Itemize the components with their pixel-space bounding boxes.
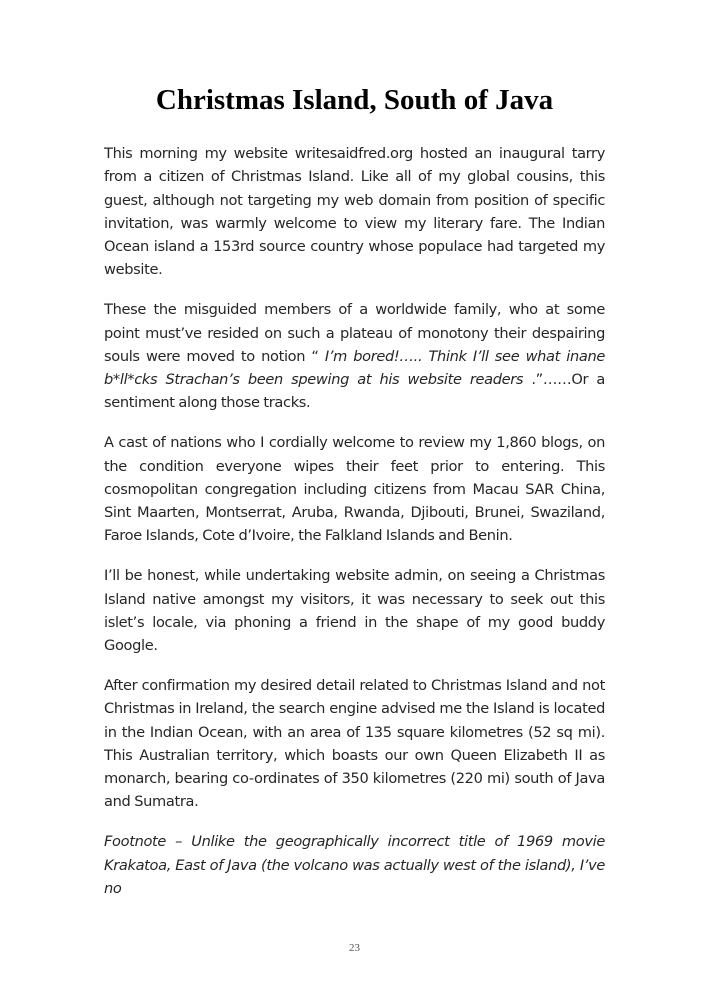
paragraph-2-quote: I’m bored!….. Think I’ll see what inane b*ll*cks Strachan’s been spewing at his website readers: [104, 347, 605, 389]
paragraph-1: This morning my website writesaidfred.org hosted an inaugural tarry from a citizen of Christmas Island. Like all of my global cousins, this guest, although not targeting my web domain from position of specific invitation, was warmly welcome to view my literary fare. The Indian Ocean island a 153rd source country whose populace had targeted my website.: [104, 145, 605, 279]
body-text: [104, 142, 605, 900]
paragraph-2-lead: These the misguided members of a worldwide family, who at some point must’ve resided on such a plateau of monotony their despairing souls were moved to notion “: [104, 301, 605, 365]
page-number: 23: [349, 942, 360, 954]
footnote: Footnote – Unlike the geographically incorrect title of 1969 movie Krakatoa, East of Java (the volcano was actually west of the island), I’ve no: [104, 833, 605, 897]
paragraph-5: After confirmation my desired detail related to Christmas Island and not Christmas in Ireland, the search engine advised me the Island is located in the Indian Ocean, with an area of 135 square kilometres (52 sq mi). This Australian territory, which boasts our own Queen Elizabeth II as monarch, bearing co-ordinates of 350 kilometres (220 mi) south of Java and Sumatra.: [104, 676, 605, 811]
paragraph-3: A cast of nations who I cordially welcome to review my 1,860 blogs, on the condition everyone wipes their feet prior to entering. This cosmopolitan congregation including citizens from Macau SAR China, Sint Maarten, Montserrat, Aruba, Rwanda, Djibouti, Brunei, Swaziland, Faroe Islands, Cote d’Ivoire, the Falkland Islands and Benin.: [104, 434, 605, 545]
page-title: Christmas Island, South of Java: [155, 84, 554, 116]
paragraph-2: [104, 298, 605, 414]
paragraph-4: I’ll be honest, while undertaking website admin, on seeing a Christmas Island native amongst my visitors, it was necessary to seek out this islet’s locale, via phoning a friend in the shape of my good buddy Google.: [104, 567, 605, 655]
paragraph-2-tail: .”……Or a sentiment along those tracks.: [104, 371, 605, 412]
